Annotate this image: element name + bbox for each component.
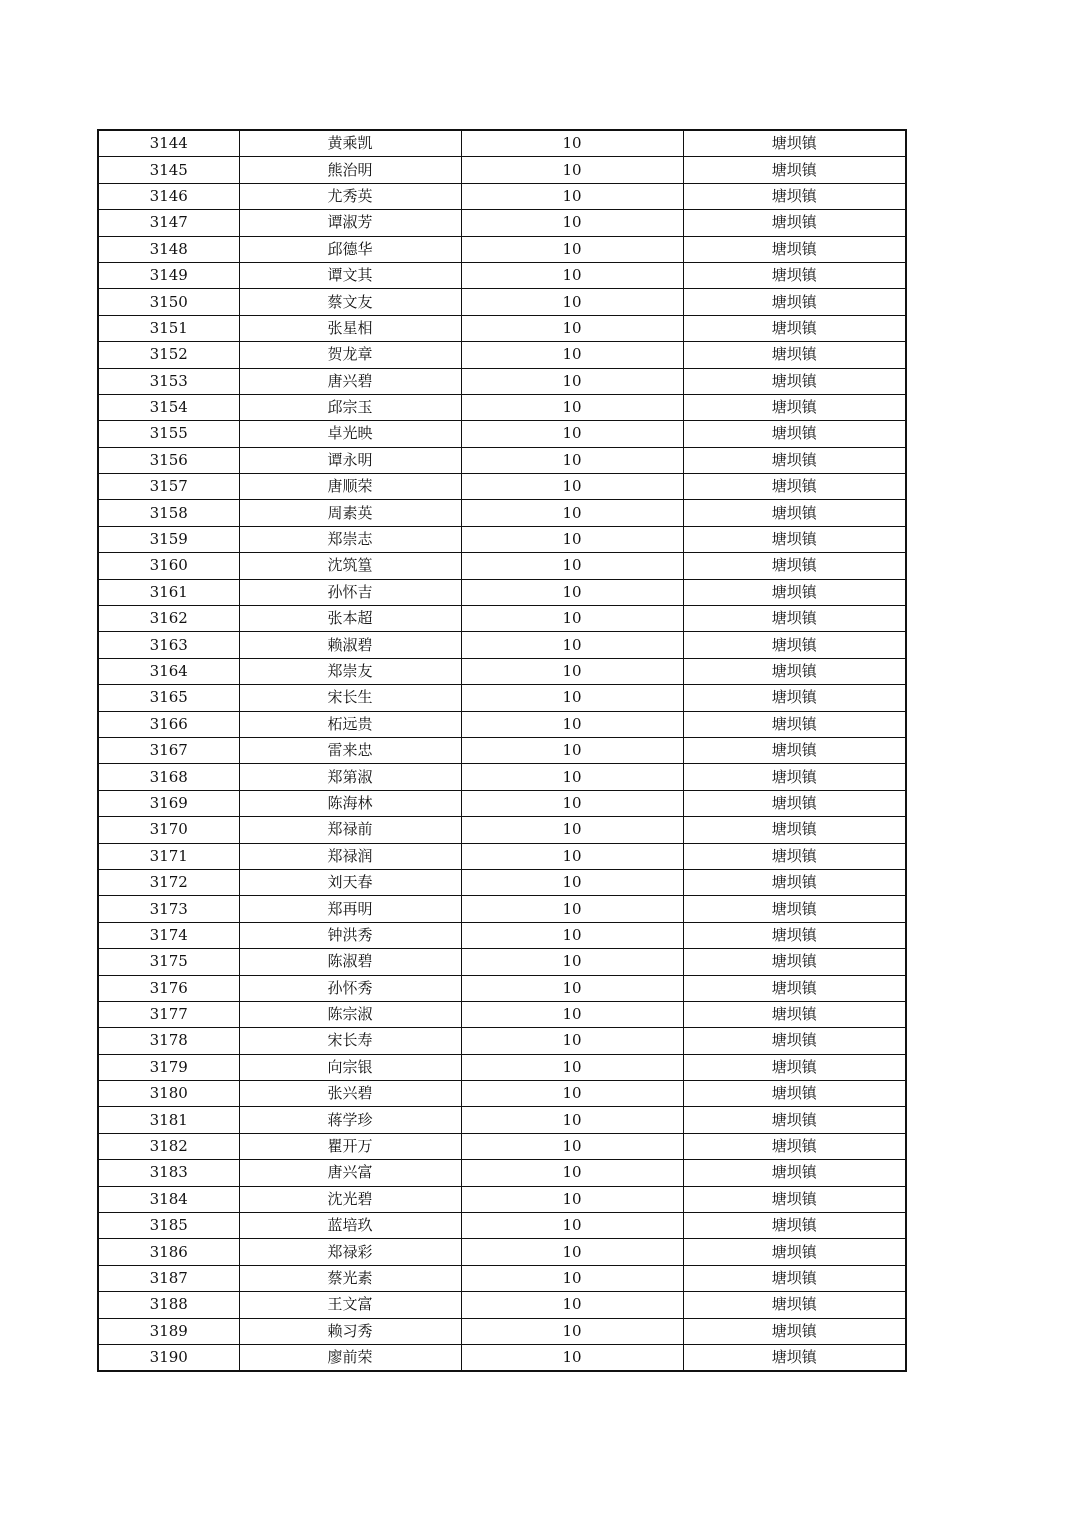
amount-cell: 10 (461, 421, 683, 447)
row-number-cell: 3152 (98, 342, 239, 368)
table-row (98, 737, 906, 763)
row-number-cell: 3149 (98, 262, 239, 288)
table-row (98, 922, 906, 948)
amount-cell: 10 (461, 1318, 683, 1344)
town-cell: 塘坝镇 (683, 1318, 906, 1344)
table-row (98, 526, 906, 552)
row-number-cell: 3180 (98, 1081, 239, 1107)
name-cell: 谭文其 (239, 262, 461, 288)
town-cell: 塘坝镇 (683, 368, 906, 394)
table-row (98, 500, 906, 526)
table-row (98, 157, 906, 183)
row-number-cell: 3184 (98, 1186, 239, 1212)
name-cell: 郑禄润 (239, 843, 461, 869)
table-row (98, 896, 906, 922)
name-cell: 郑第淑 (239, 764, 461, 790)
amount-cell: 10 (461, 922, 683, 948)
row-number-cell: 3185 (98, 1213, 239, 1239)
table-row (98, 1318, 906, 1344)
row-number-cell: 3170 (98, 817, 239, 843)
row-number-cell: 3151 (98, 315, 239, 341)
row-number-cell: 3162 (98, 606, 239, 632)
name-cell: 陈海林 (239, 790, 461, 816)
table-row (98, 236, 906, 262)
town-cell: 塘坝镇 (683, 843, 906, 869)
row-number-cell: 3189 (98, 1318, 239, 1344)
row-number-cell: 3160 (98, 553, 239, 579)
town-cell: 塘坝镇 (683, 447, 906, 473)
row-number-cell: 3168 (98, 764, 239, 790)
row-number-cell: 3187 (98, 1265, 239, 1291)
table-row (98, 315, 906, 341)
name-cell: 蔡光素 (239, 1265, 461, 1291)
table-row (98, 342, 906, 368)
table-row (98, 869, 906, 895)
row-number-cell: 3177 (98, 1001, 239, 1027)
amount-cell: 10 (461, 289, 683, 315)
amount-cell: 10 (461, 896, 683, 922)
name-cell: 刘天春 (239, 869, 461, 895)
name-cell: 蒋学珍 (239, 1107, 461, 1133)
town-cell: 塘坝镇 (683, 1213, 906, 1239)
row-number-cell: 3150 (98, 289, 239, 315)
amount-cell: 10 (461, 764, 683, 790)
town-cell: 塘坝镇 (683, 922, 906, 948)
row-number-cell: 3144 (98, 130, 239, 157)
row-number-cell: 3164 (98, 658, 239, 684)
amount-cell: 10 (461, 1001, 683, 1027)
row-number-cell: 3157 (98, 474, 239, 500)
table-row (98, 1054, 906, 1080)
amount-cell: 10 (461, 130, 683, 157)
row-number-cell: 3146 (98, 183, 239, 209)
name-cell: 郑禄前 (239, 817, 461, 843)
name-cell: 孙怀秀 (239, 975, 461, 1001)
amount-cell: 10 (461, 843, 683, 869)
amount-cell: 10 (461, 685, 683, 711)
amount-cell: 10 (461, 1133, 683, 1159)
amount-cell: 10 (461, 1160, 683, 1186)
table-row (98, 711, 906, 737)
table-row (98, 210, 906, 236)
name-cell: 周素英 (239, 500, 461, 526)
town-cell: 塘坝镇 (683, 342, 906, 368)
amount-cell: 10 (461, 658, 683, 684)
table-row (98, 606, 906, 632)
name-cell: 瞿开万 (239, 1133, 461, 1159)
town-cell: 塘坝镇 (683, 1028, 906, 1054)
name-cell: 唐兴碧 (239, 368, 461, 394)
table-row (98, 1081, 906, 1107)
table-row (98, 1001, 906, 1027)
town-cell: 塘坝镇 (683, 658, 906, 684)
town-cell: 塘坝镇 (683, 394, 906, 420)
name-cell: 郑再明 (239, 896, 461, 922)
row-number-cell: 3159 (98, 526, 239, 552)
name-cell: 贺龙章 (239, 342, 461, 368)
name-cell: 张兴碧 (239, 1081, 461, 1107)
town-cell: 塘坝镇 (683, 1081, 906, 1107)
name-cell: 张本超 (239, 606, 461, 632)
table-row (98, 474, 906, 500)
town-cell: 塘坝镇 (683, 1054, 906, 1080)
row-number-cell: 3167 (98, 737, 239, 763)
name-cell: 沈筑篁 (239, 553, 461, 579)
town-cell: 塘坝镇 (683, 1344, 906, 1371)
amount-cell: 10 (461, 315, 683, 341)
amount-cell: 10 (461, 1054, 683, 1080)
table-row (98, 843, 906, 869)
amount-cell: 10 (461, 869, 683, 895)
amount-cell: 10 (461, 553, 683, 579)
amount-cell: 10 (461, 526, 683, 552)
row-number-cell: 3158 (98, 500, 239, 526)
row-number-cell: 3147 (98, 210, 239, 236)
town-cell: 塘坝镇 (683, 579, 906, 605)
row-number-cell: 3179 (98, 1054, 239, 1080)
name-cell: 廖前荣 (239, 1344, 461, 1371)
amount-cell: 10 (461, 262, 683, 288)
table-row (98, 421, 906, 447)
row-number-cell: 3183 (98, 1160, 239, 1186)
town-cell: 塘坝镇 (683, 764, 906, 790)
name-cell: 郑崇志 (239, 526, 461, 552)
row-number-cell: 3169 (98, 790, 239, 816)
amount-cell: 10 (461, 500, 683, 526)
amount-cell: 10 (461, 1344, 683, 1371)
row-number-cell: 3181 (98, 1107, 239, 1133)
amount-cell: 10 (461, 949, 683, 975)
town-cell: 塘坝镇 (683, 157, 906, 183)
amount-cell: 10 (461, 1081, 683, 1107)
name-cell: 柘远贵 (239, 711, 461, 737)
amount-cell: 10 (461, 236, 683, 262)
table-row (98, 1239, 906, 1265)
name-cell: 赖习秀 (239, 1318, 461, 1344)
row-number-cell: 3153 (98, 368, 239, 394)
amount-cell: 10 (461, 737, 683, 763)
town-cell: 塘坝镇 (683, 421, 906, 447)
name-cell: 谭永明 (239, 447, 461, 473)
row-number-cell: 3171 (98, 843, 239, 869)
row-number-cell: 3190 (98, 1344, 239, 1371)
document-page (97, 129, 905, 1372)
town-cell: 塘坝镇 (683, 289, 906, 315)
row-number-cell: 3156 (98, 447, 239, 473)
row-number-cell: 3163 (98, 632, 239, 658)
town-cell: 塘坝镇 (683, 606, 906, 632)
table-row (98, 1160, 906, 1186)
table-row (98, 553, 906, 579)
table-row (98, 632, 906, 658)
name-cell: 王文富 (239, 1292, 461, 1318)
table-row (98, 262, 906, 288)
amount-cell: 10 (461, 210, 683, 236)
amount-cell: 10 (461, 606, 683, 632)
table-row (98, 764, 906, 790)
town-cell: 塘坝镇 (683, 526, 906, 552)
row-number-cell: 3172 (98, 869, 239, 895)
amount-cell: 10 (461, 632, 683, 658)
name-cell: 孙怀吉 (239, 579, 461, 605)
town-cell: 塘坝镇 (683, 1001, 906, 1027)
name-cell: 卓光映 (239, 421, 461, 447)
table-row (98, 1292, 906, 1318)
row-number-cell: 3182 (98, 1133, 239, 1159)
town-cell: 塘坝镇 (683, 1107, 906, 1133)
town-cell: 塘坝镇 (683, 262, 906, 288)
name-cell: 邱德华 (239, 236, 461, 262)
name-cell: 钟洪秀 (239, 922, 461, 948)
town-cell: 塘坝镇 (683, 632, 906, 658)
row-number-cell: 3166 (98, 711, 239, 737)
town-cell: 塘坝镇 (683, 183, 906, 209)
town-cell: 塘坝镇 (683, 553, 906, 579)
name-cell: 张星相 (239, 315, 461, 341)
table-row (98, 183, 906, 209)
name-cell: 郑崇友 (239, 658, 461, 684)
name-cell: 尤秀英 (239, 183, 461, 209)
amount-cell: 10 (461, 817, 683, 843)
table-row (98, 130, 906, 157)
row-number-cell: 3165 (98, 685, 239, 711)
name-cell: 陈淑碧 (239, 949, 461, 975)
town-cell: 塘坝镇 (683, 1160, 906, 1186)
table-row (98, 579, 906, 605)
row-number-cell: 3175 (98, 949, 239, 975)
table-row (98, 1265, 906, 1291)
town-cell: 塘坝镇 (683, 685, 906, 711)
amount-cell: 10 (461, 975, 683, 1001)
amount-cell: 10 (461, 1213, 683, 1239)
row-number-cell: 3155 (98, 421, 239, 447)
name-cell: 陈宗淑 (239, 1001, 461, 1027)
amount-cell: 10 (461, 1239, 683, 1265)
amount-cell: 10 (461, 790, 683, 816)
name-cell: 谭淑芳 (239, 210, 461, 236)
table-row (98, 1028, 906, 1054)
name-cell: 沈光碧 (239, 1186, 461, 1212)
town-cell: 塘坝镇 (683, 1239, 906, 1265)
row-number-cell: 3154 (98, 394, 239, 420)
name-cell: 宋长寿 (239, 1028, 461, 1054)
town-cell: 塘坝镇 (683, 315, 906, 341)
town-cell: 塘坝镇 (683, 130, 906, 157)
amount-cell: 10 (461, 711, 683, 737)
amount-cell: 10 (461, 1292, 683, 1318)
town-cell: 塘坝镇 (683, 949, 906, 975)
row-number-cell: 3173 (98, 896, 239, 922)
table-row (98, 658, 906, 684)
town-cell: 塘坝镇 (683, 817, 906, 843)
town-cell: 塘坝镇 (683, 1292, 906, 1318)
row-number-cell: 3161 (98, 579, 239, 605)
table-row (98, 1107, 906, 1133)
table-row (98, 368, 906, 394)
table-row (98, 685, 906, 711)
table-row (98, 790, 906, 816)
amount-cell: 10 (461, 157, 683, 183)
row-number-cell: 3174 (98, 922, 239, 948)
row-number-cell: 3145 (98, 157, 239, 183)
name-cell: 唐兴富 (239, 1160, 461, 1186)
name-cell: 黄乘凯 (239, 130, 461, 157)
table-row (98, 447, 906, 473)
row-number-cell: 3148 (98, 236, 239, 262)
name-cell: 熊治明 (239, 157, 461, 183)
town-cell: 塘坝镇 (683, 236, 906, 262)
table-row (98, 289, 906, 315)
town-cell: 塘坝镇 (683, 975, 906, 1001)
amount-cell: 10 (461, 342, 683, 368)
name-cell: 郑禄彩 (239, 1239, 461, 1265)
name-cell: 蓝培玖 (239, 1213, 461, 1239)
amount-cell: 10 (461, 183, 683, 209)
name-cell: 唐顺荣 (239, 474, 461, 500)
amount-cell: 10 (461, 1265, 683, 1291)
table-row (98, 1133, 906, 1159)
amount-cell: 10 (461, 447, 683, 473)
table-row (98, 817, 906, 843)
name-cell: 赖淑碧 (239, 632, 461, 658)
row-number-cell: 3186 (98, 1239, 239, 1265)
town-cell: 塘坝镇 (683, 869, 906, 895)
table-row (98, 394, 906, 420)
amount-cell: 10 (461, 394, 683, 420)
table-row (98, 1344, 906, 1371)
town-cell: 塘坝镇 (683, 474, 906, 500)
name-cell: 雷来忠 (239, 737, 461, 763)
amount-cell: 10 (461, 1028, 683, 1054)
town-cell: 塘坝镇 (683, 711, 906, 737)
town-cell: 塘坝镇 (683, 1265, 906, 1291)
name-cell: 宋长生 (239, 685, 461, 711)
town-cell: 塘坝镇 (683, 500, 906, 526)
amount-cell: 10 (461, 579, 683, 605)
roster-body (98, 130, 906, 1371)
amount-cell: 10 (461, 474, 683, 500)
name-cell: 向宗银 (239, 1054, 461, 1080)
table-row (98, 1213, 906, 1239)
row-number-cell: 3176 (98, 975, 239, 1001)
name-cell: 邱宗玉 (239, 394, 461, 420)
table-row (98, 949, 906, 975)
town-cell: 塘坝镇 (683, 1133, 906, 1159)
town-cell: 塘坝镇 (683, 790, 906, 816)
table-row (98, 975, 906, 1001)
row-number-cell: 3178 (98, 1028, 239, 1054)
name-cell: 蔡文友 (239, 289, 461, 315)
table-row (98, 1186, 906, 1212)
town-cell: 塘坝镇 (683, 896, 906, 922)
amount-cell: 10 (461, 1186, 683, 1212)
roster-table (97, 129, 907, 1372)
town-cell: 塘坝镇 (683, 737, 906, 763)
row-number-cell: 3188 (98, 1292, 239, 1318)
town-cell: 塘坝镇 (683, 210, 906, 236)
amount-cell: 10 (461, 1107, 683, 1133)
amount-cell: 10 (461, 368, 683, 394)
town-cell: 塘坝镇 (683, 1186, 906, 1212)
